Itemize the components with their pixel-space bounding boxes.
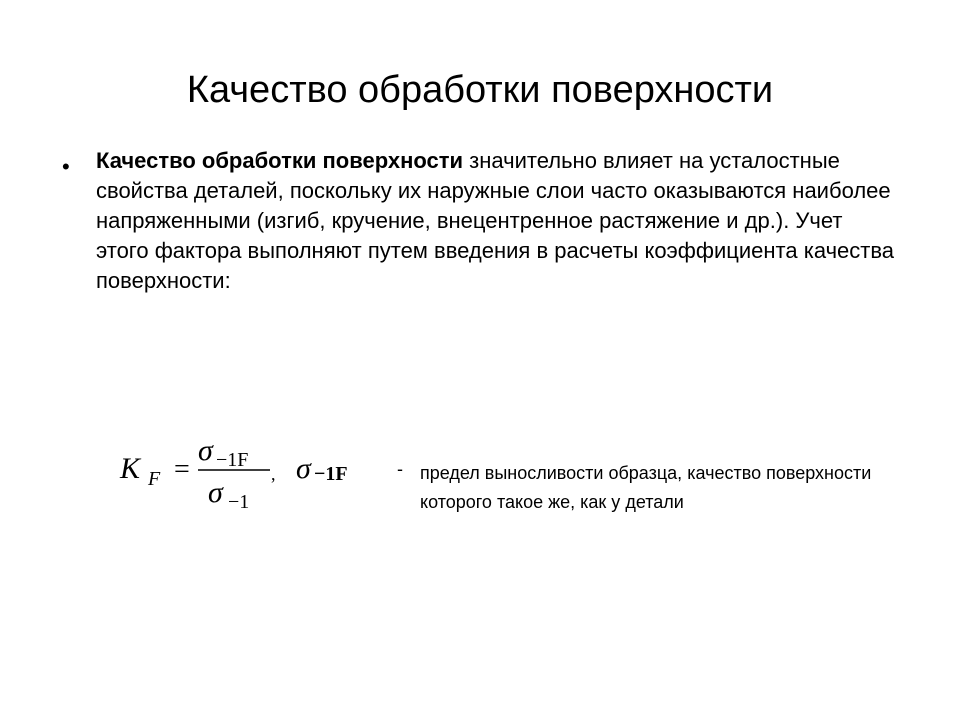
formula-numerator-symbol: σ	[198, 434, 213, 467]
bullet-bold-lead: Качество обработки поверхности	[96, 148, 464, 173]
bullet-paragraph	[96, 146, 896, 296]
formula-separator: ,	[271, 464, 276, 484]
formula-term-symbol: σ	[296, 452, 311, 485]
bullet-marker: •	[62, 154, 70, 179]
definition-text: предел выносливости образца, качество поверхности которого такое же, как у детали	[420, 463, 872, 512]
formula-denominator-subscript: −1	[228, 491, 250, 513]
formula-equals: =	[174, 454, 190, 485]
formula-denominator-symbol: σ	[208, 476, 223, 509]
formula-lhs-symbol: K	[120, 452, 141, 485]
formula-lhs-subscript: F	[148, 468, 161, 490]
formula-numerator-subscript: −1F	[216, 449, 249, 471]
formula	[118, 432, 368, 522]
formula-graphic	[118, 432, 368, 522]
slide-title: Качество обработки поверхности	[186, 69, 774, 111]
definition-dash: -	[397, 459, 403, 479]
formula-term-subscript: −1F	[314, 463, 348, 485]
bullet-text: значительно влияет на усталостные свойства деталей, поскольку их наружные слои часто оказываются наиболее напряженными (изгиб, кручение, внецентренное растяжение и др.). Учет этого фактора выполняют путем введения в расчеты коэффициента качества поверхности:	[96, 148, 895, 293]
